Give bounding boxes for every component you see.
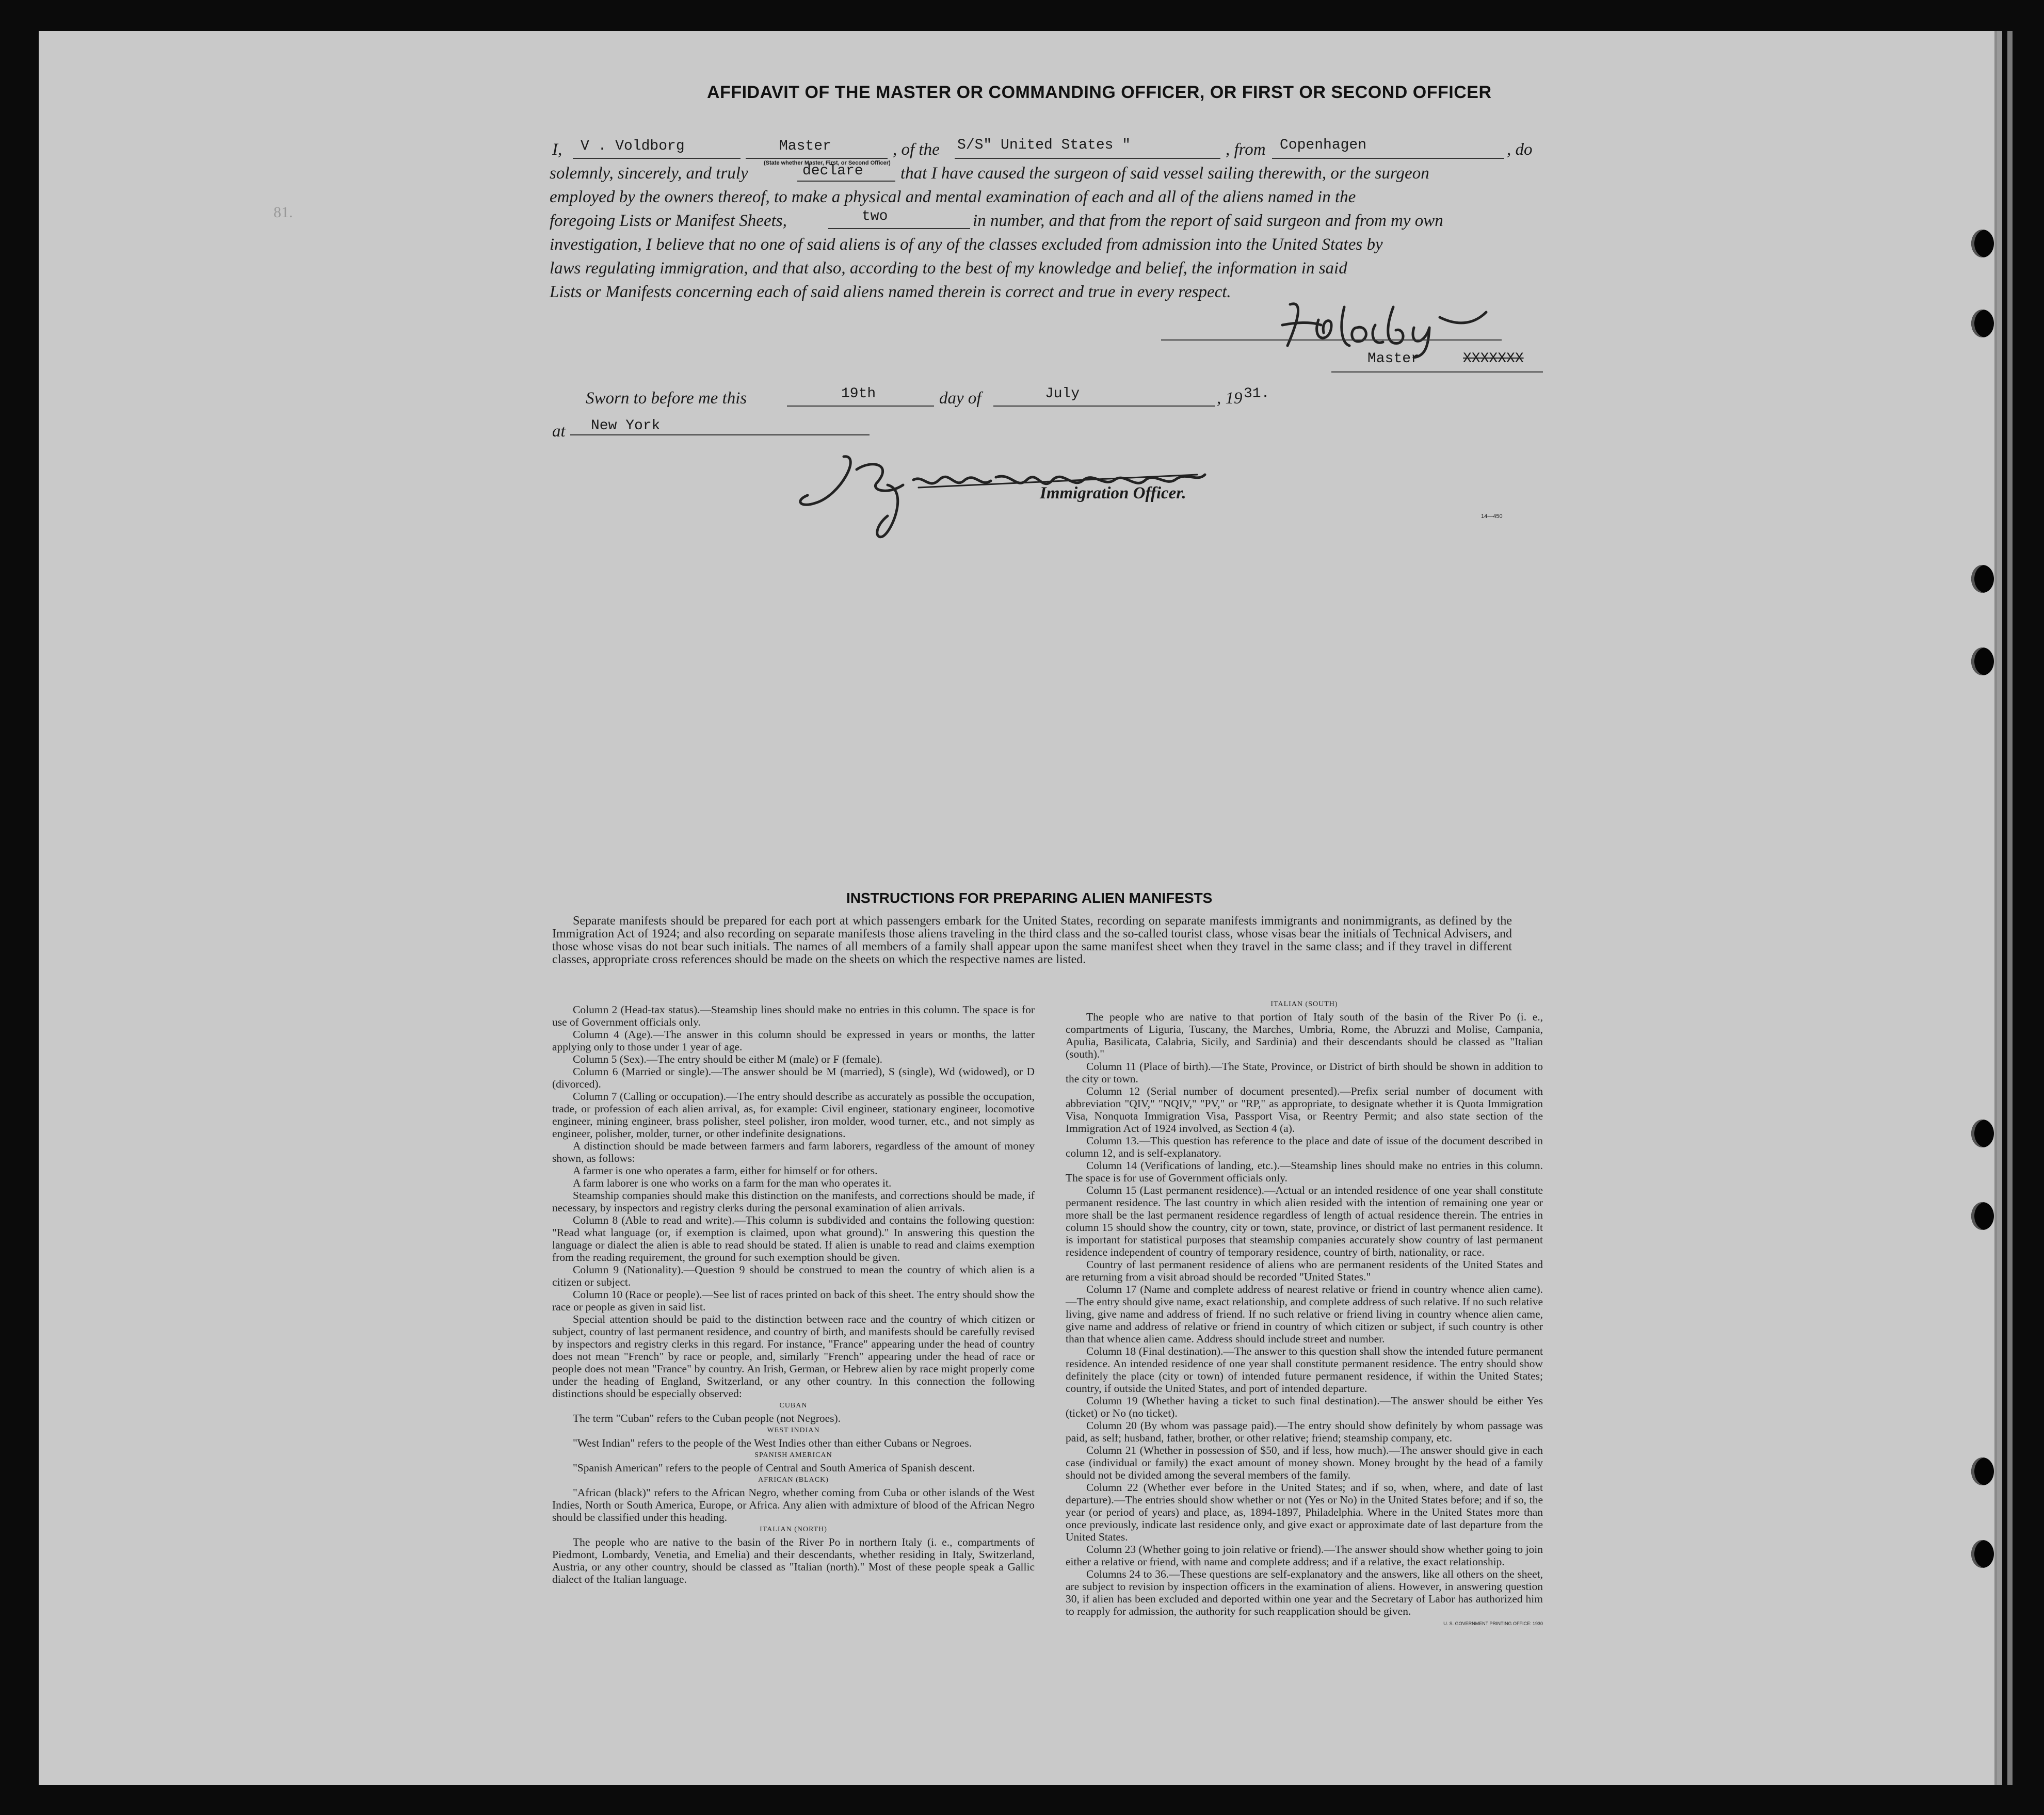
signature-line: [1161, 339, 1502, 341]
affidavit-text: , from: [1226, 140, 1266, 159]
master-signature: [1275, 297, 1491, 359]
instruction-paragraph: Column 10 (Race or people).—See list of races printed on back of this sheet. The entry should show the race or people as given in said list.: [552, 1288, 1035, 1313]
master-name: V . Voldborg: [581, 138, 685, 154]
section-heading: CUBAN: [779, 1402, 808, 1409]
section-heading: SPANISH AMERICAN: [754, 1451, 832, 1459]
affidavit-text: , of the: [893, 140, 940, 159]
underline: [1272, 158, 1504, 159]
sworn-year: 31.: [1244, 386, 1270, 402]
underline: [828, 228, 970, 229]
sworn-month: July: [1045, 386, 1080, 402]
underline: [993, 406, 1215, 407]
instruction-paragraph: The people who are native to that portion of Italy south of the basin of the River Po (i. e., compartments of Liguria, Tuscany, the Marches, Umbria, Rome, the Abruzzi and Molise, Campania, Apulia, Basilicata, Calabria, Sicily, and Sardinia) and their descendants should be classed as "Italian (south).": [1066, 1011, 1543, 1060]
instruction-paragraph: A farmer is one who operates a farm, either for himself or for others.: [573, 1164, 878, 1177]
instruction-paragraph: Column 13.—This question has reference to the place and date of issue of the document described in column 12, and is self-explanatory.: [1066, 1135, 1543, 1159]
affidavit-text: I,: [552, 140, 562, 159]
instruction-paragraph: Column 5 (Sex).—The entry should be either M (male) or F (female).: [573, 1053, 883, 1065]
sworn-day: 19th: [841, 386, 876, 402]
instruction-paragraph: "West Indian" refers to the people of the West Indies other than either Cubans or Negroes.: [573, 1437, 972, 1449]
binder-hole: [1971, 1457, 1994, 1485]
affidavit-text: foregoing Lists or Manifest Sheets,: [550, 212, 787, 230]
instruction-paragraph: "African (black)" refers to the African Negro, whether coming from Cuba or other islands of the West Indies, North or South America, Europe, or Africa. Any alien with admixture of blood of the African Negro should be classified under this heading.: [552, 1486, 1035, 1524]
instructions-right-column: [1066, 998, 1543, 1630]
instruction-paragraph: Column 12 (Serial number of document presented).—Prefix serial number of document with abbreviation "QIV," "NQIV," "PV," or "RP," as appropriate, to designate whether it is Quota Immigration Visa, Nonquota Immigration Visa, Passport Visa, or Reentry Permit; and also state section of the Immigration Act of 1924 involved, as Section 4 (a).: [1066, 1085, 1543, 1135]
instruction-paragraph: Column 21 (Whether in possession of $50, and if less, how much).—The answer should give in each case (individual or family) the exact amount of money shown. Money brought by the head of a family should not be divided among the several members of the family.: [1066, 1444, 1543, 1481]
affidavit-text: employed by the owners thereof, to make a physical and mental examination of each and all of the aliens named in the: [550, 188, 1356, 206]
instruction-paragraph: Country of last permanent residence of aliens who are permanent residents of the United States and are returning from a visit abroad should be recorded "United States.": [1066, 1258, 1543, 1283]
underline: [797, 181, 895, 182]
instruction-paragraph: The people who are native to the basin of the River Po in northern Italy (i. e., compartments of Piedmont, Lombardy, Venetia, and Emelia) and their descendants, whether residing in Italy, Switzerland, Austria, or any other country, should be classed as "Italian (north)." Most of these people speak a Gallic dialect of the Italian language.: [552, 1536, 1035, 1585]
affidavit-text: day of: [939, 389, 981, 408]
affidavit-text: Sworn to before me this: [586, 389, 747, 408]
affidavit-text: in number, and that from the report of said surgeon and from my own: [973, 212, 1443, 230]
declare-verb: declare: [802, 163, 863, 179]
underline: [746, 158, 888, 159]
instruction-paragraph: "Spanish American" refers to the people of Central and South America of Spanish descent.: [573, 1462, 975, 1474]
form-code: 14—450: [1481, 513, 1503, 520]
underline: [573, 158, 741, 159]
binder-hole: [1971, 310, 1994, 337]
instruction-paragraph: The term "Cuban" refers to the Cuban people (not Negroes).: [573, 1412, 841, 1424]
underline: [787, 406, 934, 407]
affidavit-text: , 19: [1217, 389, 1243, 408]
instruction-paragraph: Column 14 (Verifications of landing, etc.).—Steamship lines should make no entries in this column. The space is for use of Government officials only.: [1066, 1159, 1543, 1184]
underline: [570, 434, 870, 435]
affidavit-text: Lists or Manifests concerning each of said aliens named therein is correct and true in every respect.: [550, 283, 1231, 301]
affidavit-text: solemnly, sincerely, and truly: [550, 164, 748, 183]
instruction-paragraph: Column 11 (Place of birth).—The State, Province, or District of birth should be shown in addition to the city or town.: [1066, 1060, 1543, 1085]
binder-hole: [1971, 1202, 1994, 1230]
underline: [955, 158, 1220, 159]
signer-title: Master: [1367, 351, 1420, 367]
instruction-paragraph: Column 6 (Married or single).—The answer should be M (married), S (single), Wd (widowed), or D (divorced).: [552, 1065, 1035, 1090]
instruction-paragraph: Column 4 (Age).—The answer in this column should be expressed in years or months, the latter applying only to those under 1 year of age.: [552, 1028, 1035, 1053]
affidavit-text: at: [552, 422, 566, 441]
instruction-paragraph: Column 23 (Whether going to join relative or friend).—The answer should show whether going to join either a relative or friend, with name and complete address; and if a relative, the exact relationship.: [1066, 1543, 1543, 1568]
officer-rank: Master: [779, 138, 831, 154]
instruction-paragraph: Column 18 (Final destination).—The answer to this question shall show the intended future permanent residence. An intended residence of one year shall constitute permanent residence. The entry should show definitely the place (city or town) of intended future permanent residence, if within the United States; country, if outside the United States, and port of intended departure.: [1066, 1345, 1543, 1395]
instruction-paragraph: Column 15 (Last permanent residence).—Actual or an intended residence of one year shall constitute permanent residence. The last country in which alien resided with the intention of remaining one year or more shall be the last permanent residence regardless of length of actual residence therein. The entries in column 15 should show the country, city or town, state, province, or district of last permanent residence. It is important for statistical purposes that steamship companies accurately show country of last permanent residence independent of country of temporary residence, country of birth, nationality, or race.: [1066, 1184, 1543, 1258]
section-heading: AFRICAN (BLACK): [758, 1476, 829, 1484]
affidavit-text: , do: [1507, 140, 1533, 159]
instruction-paragraph: Column 9 (Nationality).—Question 9 should be construed to mean the country of which alien is a citizen or subject.: [552, 1263, 1035, 1288]
section-heading: WEST INDIAN: [767, 1427, 820, 1434]
sworn-place: New York: [591, 418, 661, 434]
binder-hole: [1971, 1120, 1994, 1147]
instruction-paragraph: Steamship companies should make this distinction on the manifests, and corrections should be made, if necessary, by inspectors and registry clerks during the personal examination of alien arrivals.: [552, 1189, 1035, 1214]
binder-hole: [1971, 647, 1994, 675]
instruction-paragraph: Column 17 (Name and complete address of nearest relative or friend in country whence alien came).—The entry should give name, exact relationship, and complete address of such relative. If no such relative living, give name and address of friend. If no such relative or friend living in country whence alien came, give name and address of relative or friend in country of which citizen or subject, if such country is other than that whence alien came. Address should include street and number.: [1066, 1283, 1543, 1345]
affidavit-text: investigation, I believe that no one of said aliens is of any of the classes excluded from admission into the United States by: [550, 235, 1383, 254]
page-edge: [1997, 31, 2002, 1785]
underline: [1331, 371, 1543, 372]
instruction-paragraph: Column 2 (Head-tax status).—Steamship lines should make no entries in this column. The space is for use of Government officials only.: [552, 1003, 1035, 1028]
affidavit-title: AFFIDAVIT OF THE MASTER OR COMMANDING OFFICER, OR FIRST OR SECOND OFFICER: [707, 83, 1492, 102]
instructions-left-column: [552, 1003, 1035, 1585]
instruction-paragraph: Column 19 (Whether having a ticket to such final destination).—The answer should be either Yes (ticket) or No (no ticket).: [1066, 1395, 1543, 1419]
section-heading: ITALIAN (NORTH): [760, 1526, 827, 1533]
margin-mark: 81.: [273, 204, 293, 221]
page-edge: [2007, 31, 2013, 1785]
section-heading: ITALIAN (SOUTH): [1270, 1000, 1338, 1008]
rank-caption: (State whether Master, First, or Second Officer): [764, 160, 891, 166]
instruction-paragraph: Column 8 (Able to read and write).—This column is subdivided and contains the following question: "Read what language (or, if exemption is claimed, upon what ground)." In answering this question the language or dialect the alien is able to read should be stated. If alien is unable to read and claims exemption from the reading requirement, the ground for such exemption should be given.: [552, 1214, 1035, 1263]
binder-hole: [1971, 230, 1994, 257]
immigration-officer-label: Immigration Officer.: [1040, 484, 1186, 503]
printer-note: U. S. GOVERNMENT PRINTING OFFICE: 1930: [1443, 1621, 1543, 1626]
intro-paragraph: Separate manifests should be prepared for each port at which passengers embark for the United States, recording on separate manifests immigrants and nonimmigrants, as defined by the Immigration Act of 1924; and also recording on separate manifests those aliens traveling in the third class and the so-called tourist class, whose visas bear the initials of Technical Advisers, and those whose visas do not bear such initials. The names of all members of a family shall appear upon the same manifest sheet when they travel in the same class; and if they travel in different classes, appropriate cross references should be made on the sheets on which the respective names are listed.: [552, 914, 1512, 966]
affidavit-text: that I have caused the surgeon of said vessel sailing therewith, or the surgeon: [900, 164, 1429, 183]
sheets-count: two: [862, 208, 888, 224]
instruction-paragraph: A distinction should be made between farmers and farm laborers, regardless of the amount of money shown, as follows:: [552, 1140, 1035, 1164]
port-from: Copenhagen: [1280, 137, 1367, 153]
binder-hole: [1971, 565, 1994, 593]
instruction-paragraph: Column 7 (Calling or occupation).—The entry should describe as accurately as possible the occupation, trade, or profession of each alien arrival, as, for example: Civil engineer, stationary engineer, locomotive engineer, mining engineer, brass polisher, steel polisher, iron molder, wood turner, etc., and not simply as engineer, polisher, molder, turner, or other indefinite designations.: [552, 1090, 1035, 1140]
instructions-title: INSTRUCTIONS FOR PREPARING ALIEN MANIFESTS: [846, 890, 1213, 906]
binder-hole: [1971, 1540, 1994, 1568]
instruction-paragraph: A farm laborer is one who works on a farm for the man who operates it.: [573, 1177, 892, 1189]
instruction-paragraph: Column 22 (Whether ever before in the United States; and if so, when, where, and date of last departure).—The entries should show whether or not (Yes or No) in the United States before; and if so, the year (or period of years) and place, as, 1894-1897, Philadelphia. Where in the United States more than once previously, indicate last residence only, and give exact or approximate date of last departure from the United States.: [1066, 1481, 1543, 1543]
instruction-paragraph: Special attention should be paid to the distinction between race and the country of which citizen or subject, country of last permanent residence, and country of birth, and manifests should be carefully revised by inspectors and registry clerks in this regard. For instance, "France" appearing under the head of country does not mean "French" by race or people, and, similarly "French" appearing under the head of race or people does not mean "France" by country. An Irish, German, or Hebrew alien by race might properly come under the heading of England, Switzerland, or any other country. In this connection the following distinctions should be especially observed:: [552, 1313, 1035, 1400]
instructions-intro: [552, 915, 1512, 966]
vessel-name: S/S" United States ": [957, 137, 1131, 153]
instruction-paragraph: Column 20 (By whom was passage paid).—The entry should show definitely by whom passage was paid, as self; husband, father, brother, or other relative; friend; steamship company, etc.: [1066, 1419, 1543, 1444]
instruction-paragraph: Columns 24 to 36.—These questions are self-explanatory and the answers, like all others on the sheet, are subject to revision by inspection officers in the examination of aliens. However, in answering question 30, if alien has been excluded and deported within one year and the Secretary of Labor has authorized him to reapply for admission, the authority for such reapplication should be given.: [1066, 1568, 1543, 1617]
signer-title-struck: XXXXXXX: [1463, 351, 1524, 367]
affidavit-text: laws regulating immigration, and that also, according to the best of my knowledge and belief, the information in said: [550, 259, 1347, 278]
